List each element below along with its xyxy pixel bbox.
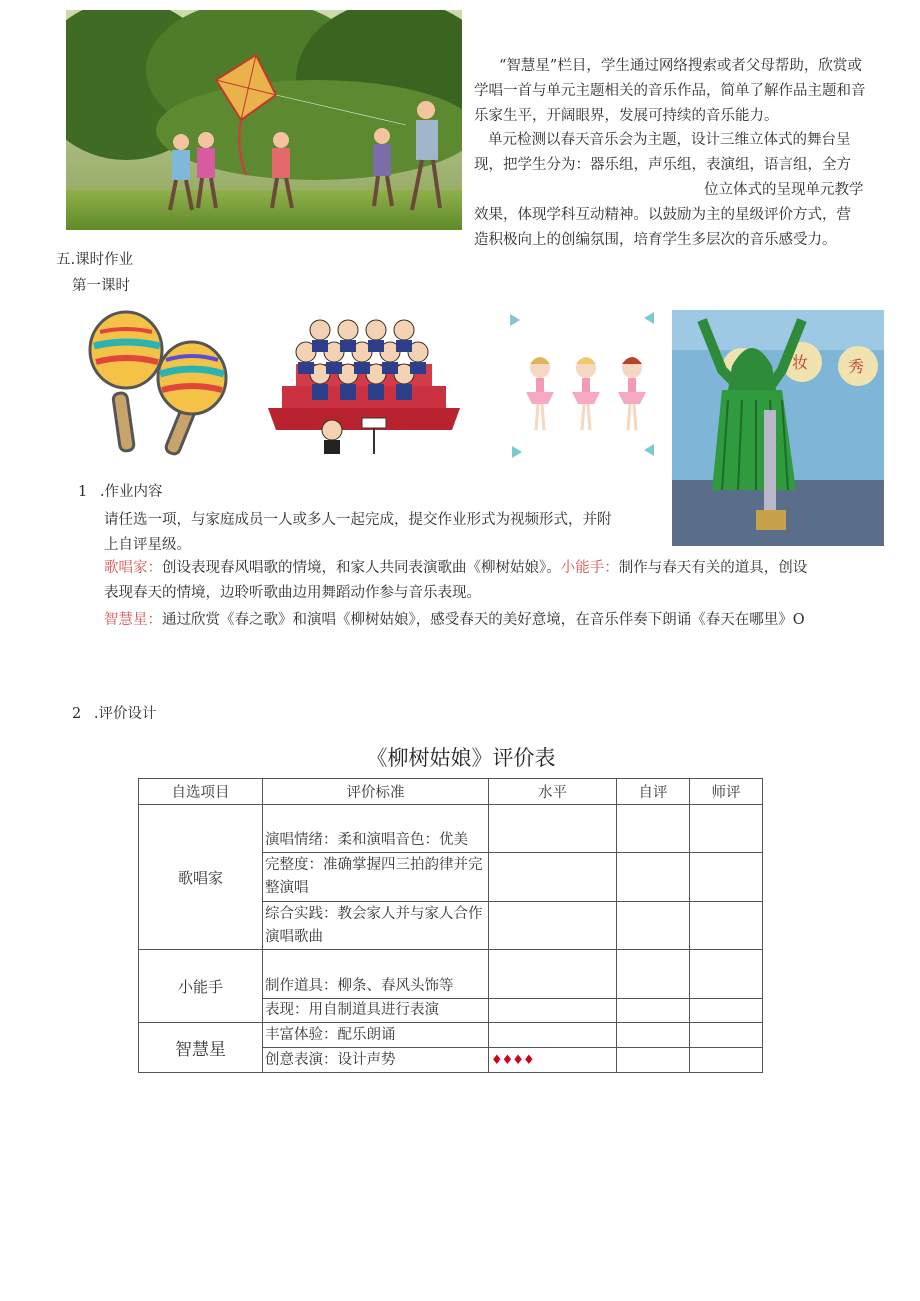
singer-maker-line <box>104 556 874 581</box>
intro-p2-line4: 效果，体现学科互动精神。以鼓励为主的星级评价方式，营 <box>474 207 851 223</box>
evaluation-heading <box>72 702 156 727</box>
teacher-eval-cell[interactable] <box>690 853 763 902</box>
intro-p2-line2: 现，把学生分为：器乐组，声乐组，表演组，语言组，全方 <box>474 157 851 173</box>
project-singer: 歌唱家 <box>139 805 263 950</box>
criteria-cell: 综合实践：教会家人并与家人合作演唱歌曲 <box>263 902 489 950</box>
evaluation-table <box>138 778 763 1073</box>
self-eval-cell[interactable] <box>617 999 690 1023</box>
table-row <box>139 805 763 853</box>
level-cell[interactable] <box>489 1048 617 1073</box>
diamond-rating: ♦♦♦♦ <box>491 1053 534 1068</box>
homework-heading <box>78 480 162 505</box>
table-title: 《柳树姑娘》评价表 <box>366 746 556 770</box>
evaluation-title: .评价设计 <box>93 706 157 722</box>
maracas-icon <box>86 308 236 458</box>
criteria-cell: 演唱情绪：柔和演唱音色：优美 <box>263 805 489 853</box>
criteria-cell: 表现：用自制道具进行表演 <box>263 999 489 1023</box>
maker-text-a: 制作与春天有关的道具，创设 <box>618 560 808 576</box>
criteria-cell: 制作道具：柳条、春风头饰等 <box>263 950 489 999</box>
teacher-eval-cell[interactable] <box>690 999 763 1023</box>
header-criteria: 评价标准 <box>263 779 489 805</box>
level-cell[interactable] <box>489 853 617 902</box>
homework-intro-line2: 上自评星级。 <box>104 537 191 553</box>
singer-label: 歌唱家： <box>104 560 162 576</box>
homework-title: .作业内容 <box>99 484 163 500</box>
header-level: 水平 <box>489 779 617 805</box>
star-line <box>104 608 874 633</box>
project-maker: 小能手 <box>139 950 263 1023</box>
homework-number: 1 <box>78 484 88 500</box>
criteria-cell: 创意表演：设计声势 <box>263 1048 489 1073</box>
costume-sign-char-2: 妆 <box>792 353 809 372</box>
table-header-row <box>139 779 763 805</box>
star-text: 通过欣赏《春之歌》和演唱《柳树姑娘》，感受春天的美好意境，在音乐伴奏下朗诵《春天在哪里》O <box>162 612 805 628</box>
evaluation-number: 2 <box>72 706 82 722</box>
section-heading: 五.课时作业 <box>56 252 134 268</box>
project-star: 智慧星 <box>139 1023 263 1073</box>
teacher-eval-cell[interactable] <box>690 950 763 999</box>
self-eval-cell[interactable] <box>617 853 690 902</box>
maker-label: 小能手： <box>560 560 619 576</box>
star-label: 智慧星： <box>104 612 162 628</box>
self-eval-cell[interactable] <box>617 902 690 950</box>
homework-intro-line1: 请任选一项，与家庭成员一人或多人一起完成，提交作业形式为视频形式，并附 <box>104 512 612 528</box>
header-self: 自评 <box>617 779 690 805</box>
intro-paragraph-1: “智慧星”栏目，学生通过网络搜索或者父母帮助，欣赏或学唱一首与单元主题相关的音乐作品，简单了解作品主题和音乐家生平，开阔眼界，发展可持续的音乐能力。 <box>474 58 866 124</box>
lesson-subheading: 第一课时 <box>72 278 130 294</box>
teacher-eval-cell[interactable] <box>690 805 763 853</box>
teacher-eval-cell[interactable] <box>690 902 763 950</box>
intro-p2-line5: 造积极向上的创编氛围，培育学生多层次的音乐感受力。 <box>474 232 837 248</box>
ballet-girls-icon <box>504 306 666 464</box>
table-row <box>139 950 763 999</box>
level-cell[interactable] <box>489 950 617 999</box>
level-cell[interactable] <box>489 999 617 1023</box>
self-eval-cell[interactable] <box>617 1023 690 1048</box>
costume-photo <box>672 310 884 546</box>
choir-icon <box>262 312 466 456</box>
maker-text-b: 表现春天的情境，边聆听歌曲边用舞蹈动作参与音乐表现。 <box>104 585 481 601</box>
homework-intro <box>104 508 664 558</box>
kids-kite-photo <box>66 10 462 230</box>
intro-p2-line1: 单元检测以春天音乐会为主题，设计三维立体式的舞台呈 <box>488 132 851 148</box>
header-project: 自选项目 <box>139 779 263 805</box>
level-cell[interactable] <box>489 1023 617 1048</box>
teacher-eval-cell[interactable] <box>690 1048 763 1073</box>
level-cell[interactable] <box>489 902 617 950</box>
self-eval-cell[interactable] <box>617 805 690 853</box>
table-row <box>139 1023 763 1048</box>
homework-options <box>104 556 874 633</box>
header-teacher: 师评 <box>690 779 763 805</box>
teacher-eval-cell[interactable] <box>690 1023 763 1048</box>
criteria-cell: 丰富体验：配乐朗诵 <box>263 1023 489 1048</box>
self-eval-cell[interactable] <box>617 1048 690 1073</box>
criteria-cell: 完整度：准确掌握四三拍韵律并完整演唱 <box>263 853 489 902</box>
self-eval-cell[interactable] <box>617 950 690 999</box>
singer-text: 创设表现春风唱歌的情境，和家人共同表演歌曲《柳树姑娘》。 <box>162 560 561 576</box>
level-cell[interactable] <box>489 805 617 853</box>
costume-sign-char-3: 秀 <box>848 357 865 376</box>
intro-p2-line3: 位立体式的呈现单元教学 <box>704 182 864 198</box>
intro-paragraph-2 <box>474 128 874 253</box>
